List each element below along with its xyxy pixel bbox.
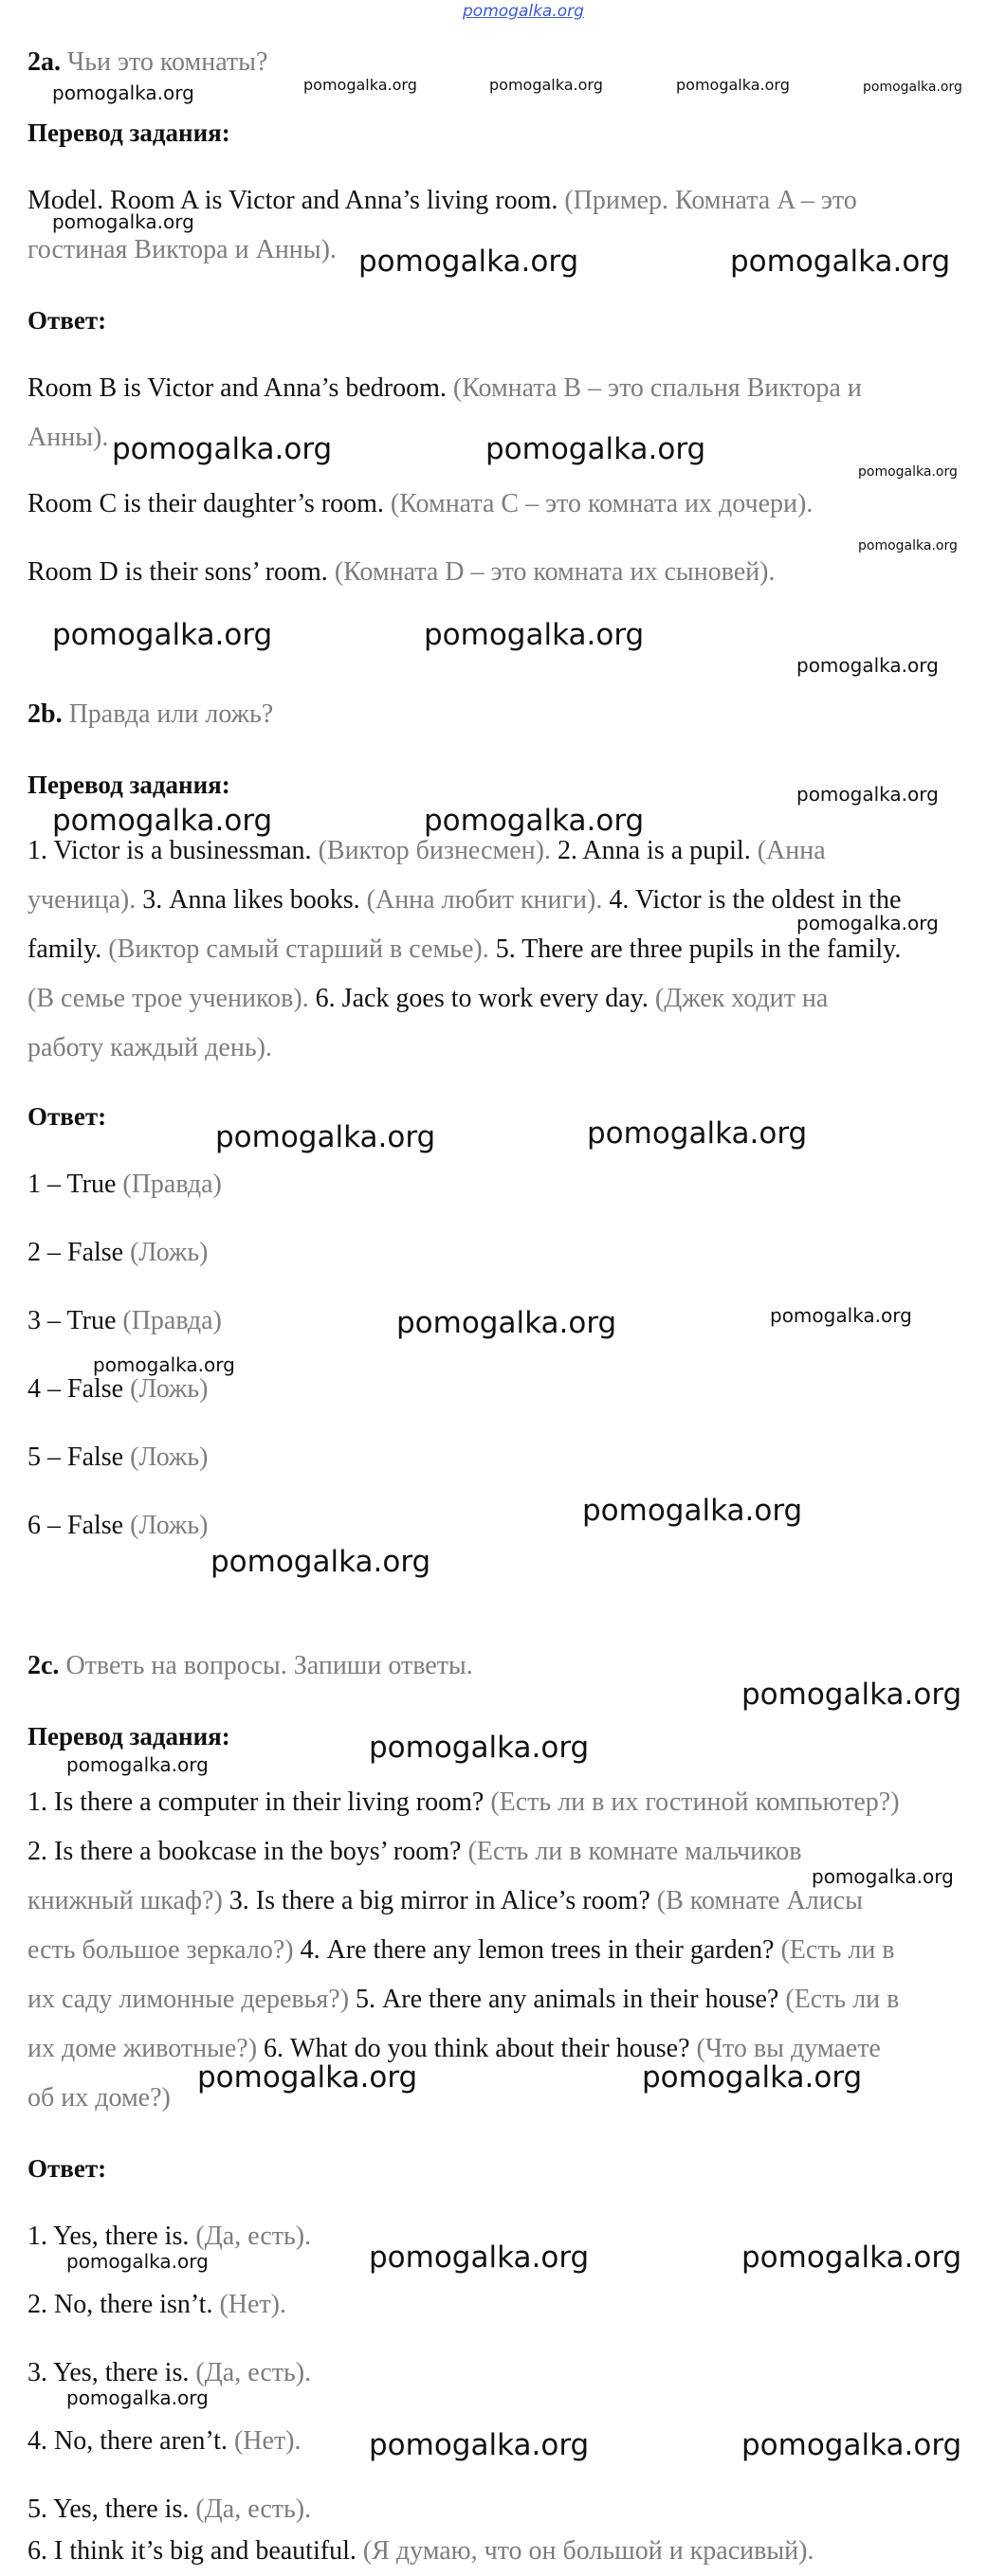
ru-text: книжный шкаф?) (27, 1886, 223, 1915)
en-text: 5. There are three pupils in the family. (495, 934, 902, 964)
translation-line (27, 1926, 895, 1975)
en-text: family. (27, 934, 102, 964)
ru-text: ученица). (27, 885, 137, 915)
section-number: 2c. (27, 1651, 60, 1680)
watermark: pomogalka.org (197, 2060, 418, 2095)
watermark: pomogalka.org (642, 2060, 863, 2095)
watermark: pomogalka.org (215, 1120, 436, 1154)
task-text: Ответь на вопросы. Запиши ответы. (65, 1651, 473, 1680)
answer-en: 1. Yes, there is. (27, 2222, 190, 2251)
ru-text: (Что вы думаете (696, 2034, 881, 2063)
ru-text: (Анна любит книги). (366, 885, 603, 915)
answer-line (27, 1228, 208, 1278)
watermark: pomogalka.org (369, 2428, 590, 2462)
en-text: 3. Anna likes books. (142, 885, 360, 915)
watermark: pomogalka.org (52, 210, 194, 233)
watermark: pomogalka.org (485, 432, 706, 466)
answer-line (27, 548, 775, 597)
watermark: pomogalka.org (796, 912, 939, 934)
watermark: pomogalka.org (489, 76, 603, 94)
answer-ru: (Ложь) (130, 1511, 209, 1540)
watermark: pomogalka.org (369, 1731, 590, 1765)
en-text: 4. Victor is the oldest in the (609, 885, 902, 915)
answer-line (27, 1433, 208, 1482)
answer-heading: Ответ: (27, 1102, 107, 1131)
translation-line (27, 1827, 802, 1877)
watermark: pomogalka.org (587, 1116, 808, 1151)
watermark: pomogalka.org (858, 464, 958, 480)
task-text: Чьи это комнаты? (67, 47, 268, 77)
watermark: pomogalka.org (582, 1494, 803, 1528)
answer-en: 2 – False (27, 1238, 124, 1267)
watermark: pomogalka.org (424, 804, 645, 838)
en-text: 3. Is there a big mirror in Alice’s room? (229, 1886, 650, 1915)
watermark: pomogalka.org (741, 2240, 962, 2275)
watermark: pomogalka.org (858, 538, 958, 553)
ru-text: (Виктор бизнесмен). (318, 836, 551, 865)
answer-ru: (Да, есть). (195, 2494, 312, 2524)
watermark: pomogalka.org (303, 76, 417, 94)
answer-line (27, 2527, 814, 2576)
watermark: pomogalka.org (396, 1306, 617, 1340)
watermark: pomogalka.org (52, 82, 194, 104)
answer-en: Room B is Victor and Anna’s bedroom. (27, 373, 447, 403)
answer-en: 1 – True (27, 1170, 117, 1199)
ru-text: (Есть ли в их гостиной компьютер?) (490, 1787, 900, 1817)
en-text: 6. What do you think about their house? (264, 2034, 690, 2063)
watermark: pomogalka.org (66, 2250, 209, 2273)
watermark: pomogalka.org (358, 245, 579, 279)
answer-heading: Ответ: (27, 2154, 107, 2183)
answer-en: Room D is their sons’ room. (27, 557, 328, 587)
answer-ru: (Правда) (122, 1170, 222, 1199)
answer-en: Room C is their daughter’s room. (27, 489, 384, 518)
model-en: Model. Room A is Victor and Anna’s living room. (27, 186, 558, 215)
watermark: pomogalka.org (112, 432, 333, 466)
section-2a-title (27, 38, 267, 87)
answer-line (27, 2417, 302, 2466)
answer-ru: (Правда) (122, 1306, 222, 1335)
en-text: 5. Are there any animals in their house? (356, 1985, 779, 2014)
watermark: pomogalka.org (730, 245, 951, 279)
translation-heading: Перевод задания: (27, 118, 230, 147)
section-number: 2a. (27, 47, 61, 77)
answer-ru: (Я думаю, что он большой и красивый). (362, 2536, 814, 2566)
en-text: 2. Anna is a pupil. (557, 836, 751, 865)
translation-heading: Перевод задания: (27, 771, 230, 799)
answer-ru: (Комната C – это комната их дочери). (390, 489, 814, 518)
ru-text: (Есть ли в (780, 1935, 895, 1965)
watermark: pomogalka.org (796, 654, 939, 677)
ru-text: (Джек ходит на (654, 984, 829, 1013)
translation-line (27, 974, 828, 1024)
answer-line (27, 480, 813, 529)
answer-ru: (Ложь) (130, 1238, 209, 1267)
translation-line (27, 1877, 863, 1926)
ru-text: есть большое зеркало?) (27, 1935, 294, 1965)
translation-line: работу каждый день). (27, 1033, 272, 1062)
ru-text: (Виктор самый старший в семье). (108, 934, 489, 964)
section-number: 2b. (27, 699, 63, 729)
ru-text: их саду лимонные деревья?) (27, 1985, 350, 2014)
answer-en: 3 – True (27, 1306, 117, 1335)
watermark: pomogalka.org (812, 1865, 954, 1888)
watermark: pomogalka.org (796, 783, 939, 806)
ru-text: их доме животные?) (27, 2034, 258, 2063)
answer-en: 5 – False (27, 1442, 124, 1472)
answer-line (27, 1297, 222, 1346)
ru-text: (Есть ли в (785, 1985, 900, 2014)
watermark: pomogalka.org (52, 618, 273, 652)
watermark: pomogalka.org (770, 1304, 912, 1327)
answer-en: 4 – False (27, 1374, 124, 1404)
answer-line (27, 2280, 286, 2330)
answer-line (27, 1501, 208, 1551)
task-text: Правда или ложь? (68, 699, 274, 729)
model-ru: (Пример. Комната A – это (564, 186, 857, 215)
watermark: pomogalka.org (741, 2428, 962, 2462)
answer-ru: (Ложь) (130, 1374, 209, 1404)
watermark: pomogalka.org (210, 1545, 431, 1579)
en-text: 1. Is there a computer in their living room? (27, 1787, 485, 1817)
translation-line (27, 1975, 899, 2024)
translation-line: об их доме?) (27, 2083, 171, 2113)
answer-en: 4. No, there aren’t. (27, 2426, 228, 2456)
watermark: pomogalka.org (424, 618, 645, 652)
answer-ru: (Нет). (233, 2426, 302, 2456)
ru-text: (Есть ли в комнате мальчиков (467, 1837, 802, 1866)
watermark: pomogalka.org (741, 1678, 962, 1712)
answer-en: 2. No, there isn’t. (27, 2290, 213, 2319)
watermark: pomogalka.org (66, 1753, 209, 1776)
translation-line (27, 876, 901, 925)
answer-en: 5. Yes, there is. (27, 2494, 190, 2524)
answer-line-cont: Анны). (27, 423, 109, 452)
answer-en: 3. Yes, there is. (27, 2358, 190, 2387)
translation-line (27, 1778, 900, 1827)
answer-ru: (Да, есть). (195, 2358, 312, 2387)
model-line-2: гостиная Виктора и Анны). (27, 235, 337, 264)
answer-ru: (Комната B – это спальня Виктора и (452, 373, 862, 403)
en-text: 6. Jack goes to work every day. (315, 984, 649, 1013)
answer-heading: Ответ: (27, 306, 107, 335)
answer-ru: (Ложь) (130, 1442, 209, 1472)
watermark: pomogalka.org (66, 2386, 209, 2409)
site-logo[interactable]: pomogalka.org (463, 2, 584, 21)
watermark: pomogalka.org (93, 1353, 235, 1376)
answer-ru: (Да, есть). (195, 2222, 312, 2251)
ru-text: (В комнате Алисы (656, 1886, 863, 1915)
translation-heading: Перевод задания: (27, 1722, 230, 1751)
watermark: pomogalka.org (52, 804, 273, 838)
en-text: 4. Are there any lemon trees in their garden? (300, 1935, 775, 1965)
ru-text: (Анна (757, 836, 826, 865)
answer-en: 6. I think it’s big and beautiful. (27, 2536, 357, 2566)
section-2b-title (27, 690, 273, 739)
answer-ru: (Комната D – это комната их сыновей). (334, 557, 776, 587)
watermark: pomogalka.org (369, 2240, 590, 2275)
answer-line (27, 1160, 222, 1209)
answer-ru: (Нет). (219, 2290, 286, 2319)
watermark: pomogalka.org (676, 76, 790, 94)
translation-line (27, 925, 901, 974)
watermark: pomogalka.org (863, 80, 962, 95)
en-text: 2. Is there a bookcase in the boys’ room? (27, 1837, 462, 1866)
answer-line (27, 364, 862, 413)
section-2c-title (27, 1642, 473, 1691)
ru-text: (В семье трое учеников). (27, 984, 309, 1013)
answer-en: 6 – False (27, 1511, 124, 1540)
en-text: 1. Victor is a businessman. (27, 836, 312, 865)
